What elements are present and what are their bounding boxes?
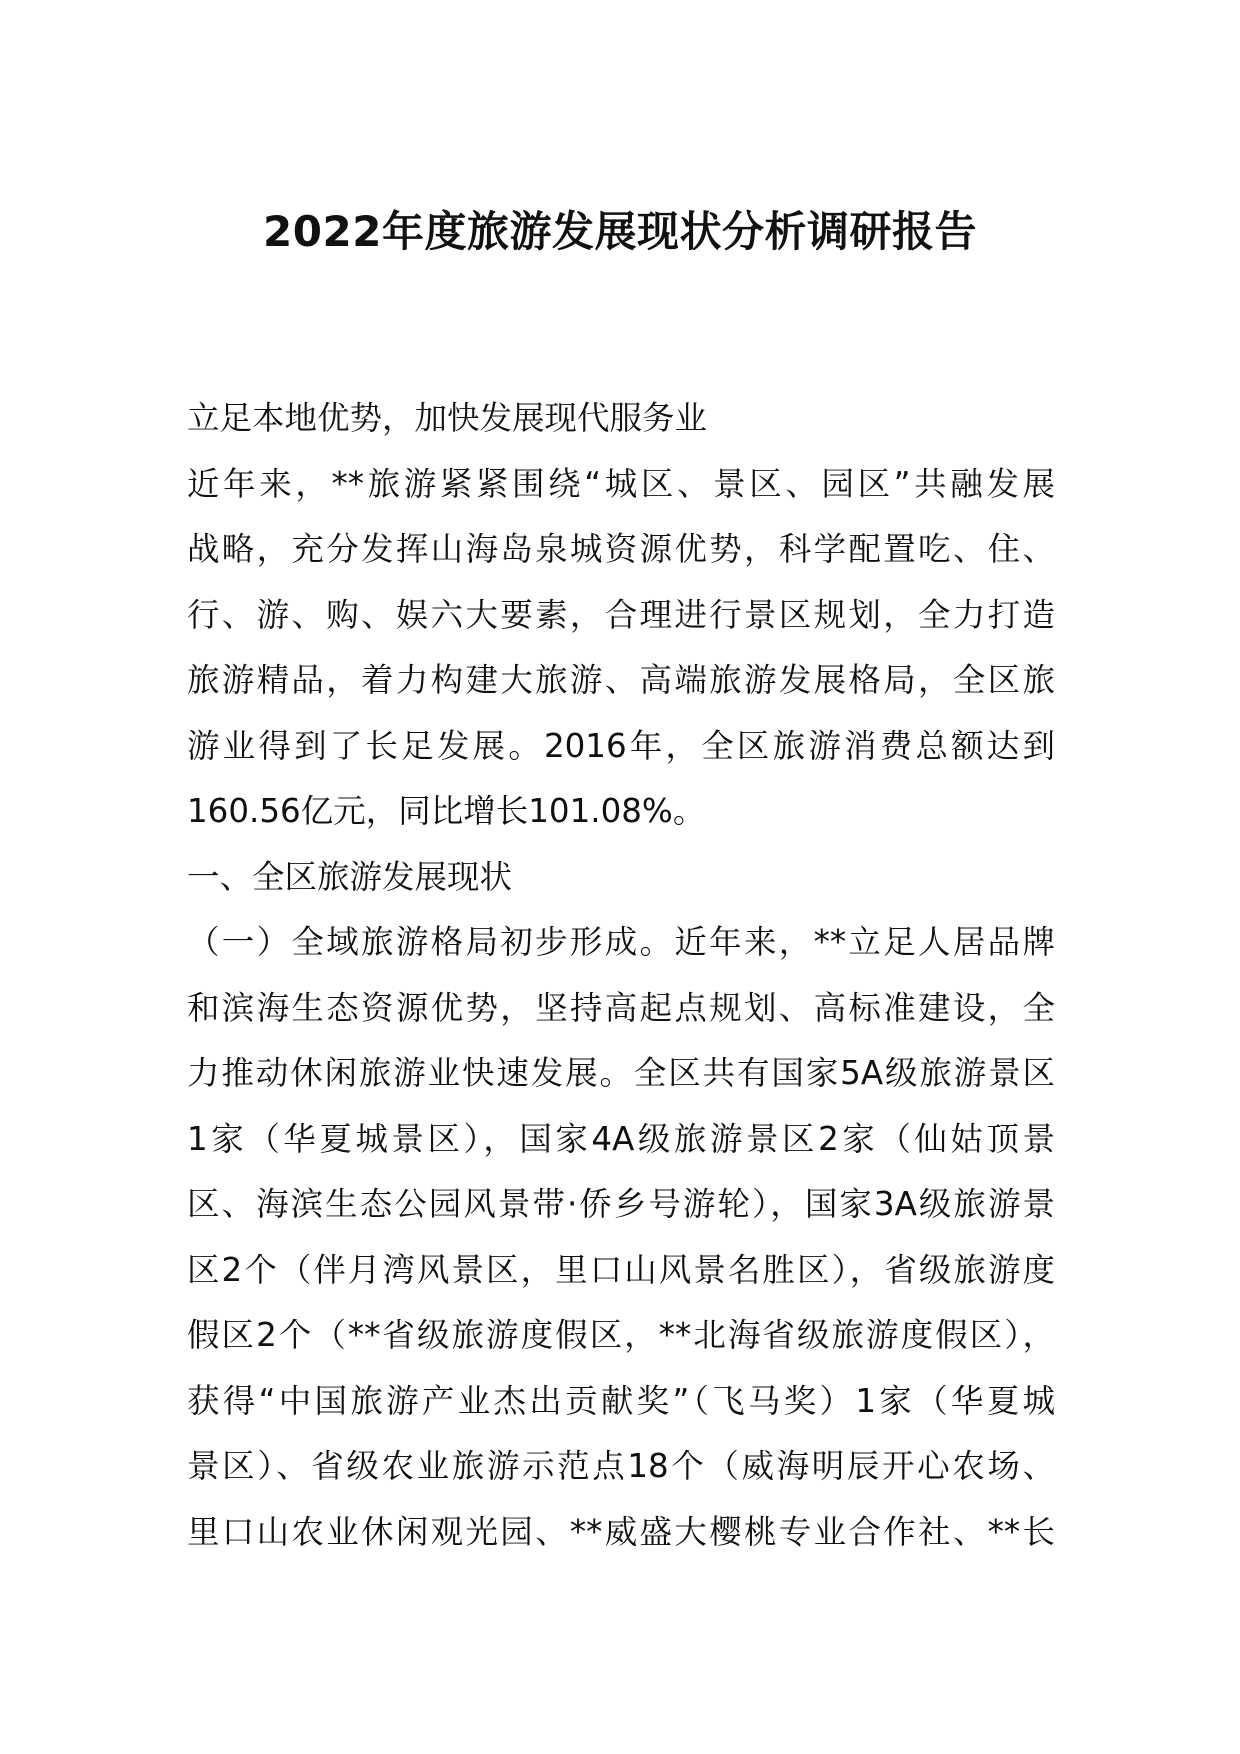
paragraph-line: 游业得到了长足发展。2016年，全区旅游消费总额达到 bbox=[187, 726, 1055, 765]
paragraph-line: 战略，充分发挥山海岛泉城资源优势，科学配置吃、住、 bbox=[187, 530, 1055, 568]
paragraph-line: 里口山农业休闲观光园、**威盛大樱桃专业合作社、**长 bbox=[187, 1512, 1055, 1551]
paragraph-line: 和滨海生态资源优势，坚持高起点规划、高标准建设，全 bbox=[187, 988, 1055, 1027]
paragraph-line: 获得“中国旅游产业杰出贡献奖”（飞马奖）1家（华夏城 bbox=[187, 1381, 1055, 1420]
section-heading-intro: 立足本地优势，加快发展现代服务业 bbox=[187, 399, 708, 437]
paragraph-line: （一）全域旅游格局初步形成。近年来，**立足人居品牌 bbox=[187, 923, 1055, 961]
document-body bbox=[187, 386, 1055, 1565]
paragraph-line: 区2个（伴月湾风景区，里口山风景名胜区），省级旅游度 bbox=[187, 1250, 1055, 1289]
paragraph-line: 160.56亿元，同比增长101.08%。 bbox=[187, 792, 706, 830]
section-heading-status: 一、全区旅游发展现状 bbox=[187, 857, 513, 896]
paragraph-line: 区、海滨生态公园风景带·侨乡号游轮），国家3A级旅游景 bbox=[187, 1185, 1055, 1223]
paragraph-line: 旅游精品，着力构建大旅游、高端旅游发展格局，全区旅 bbox=[187, 661, 1055, 699]
document-title: 2022年度旅游发展现状分析调研报告 bbox=[263, 207, 977, 256]
paragraph-line: 行、游、购、娱六大要素，合理进行景区规划，全力打造 bbox=[187, 595, 1055, 634]
paragraph-line: 假区2个（**省级旅游度假区，**北海省级旅游度假区）， bbox=[187, 1316, 1055, 1354]
paragraph-line: 力推动休闲旅游业快速发展。全区共有国家5A级旅游景区 bbox=[187, 1054, 1055, 1092]
paragraph-line: 景区）、省级农业旅游示范点18个（威海明辰开心农场、 bbox=[187, 1447, 1055, 1485]
paragraph-line: 近年来，**旅游紧紧围绕“城区、景区、园区”共融发展 bbox=[187, 464, 1055, 503]
paragraph-line: 1家（华夏城景区），国家4A级旅游景区2家（仙姑顶景 bbox=[187, 1119, 1055, 1158]
